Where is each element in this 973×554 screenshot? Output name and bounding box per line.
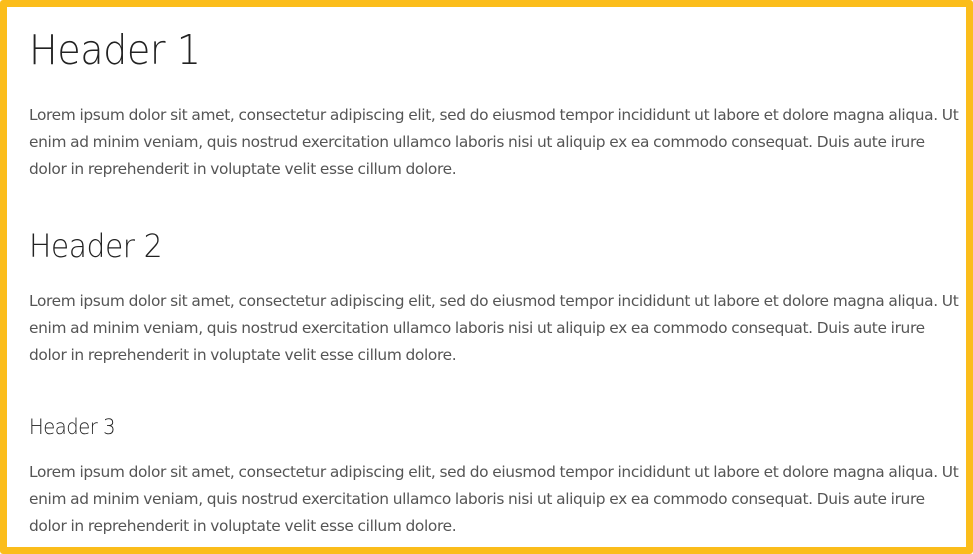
heading-2: Header 2 <box>29 227 163 265</box>
paragraph-2: Lorem ipsum dolor sit amet, consectetur adipiscing elit, sed do eiusmod tempor incididunt ut labore et dolore magna aliqua. Ut enim ad minim veniam, quis nostrud exercitation ullamco laboris nisi ut aliquip ex ea commodo consequat. Duis aute irure dolor in reprehenderit in voluptate velit esse cillum dolore. <box>29 292 959 364</box>
heading-3: Header 3 <box>29 415 116 439</box>
heading-1: Header 1 <box>29 26 201 74</box>
paragraph-1: Lorem ipsum dolor sit amet, consectetur adipiscing elit, sed do eiusmod tempor incididunt ut labore et dolore magna aliqua. Ut enim ad minim veniam, quis nostrud exercitation ullamco laboris nisi ut aliquip ex ea commodo consequat. Duis aute irure dolor in reprehenderit in voluptate velit esse cillum dolore. <box>29 106 959 178</box>
paragraph-3: Lorem ipsum dolor sit amet, consectetur adipiscing elit, sed do eiusmod tempor incididunt ut labore et dolore magna aliqua. Ut enim ad minim veniam, quis nostrud exercitation ullamco laboris nisi ut aliquip ex ea commodo consequat. Duis aute irure dolor in reprehenderit in voluptate velit esse cillum dolore. <box>29 463 959 535</box>
